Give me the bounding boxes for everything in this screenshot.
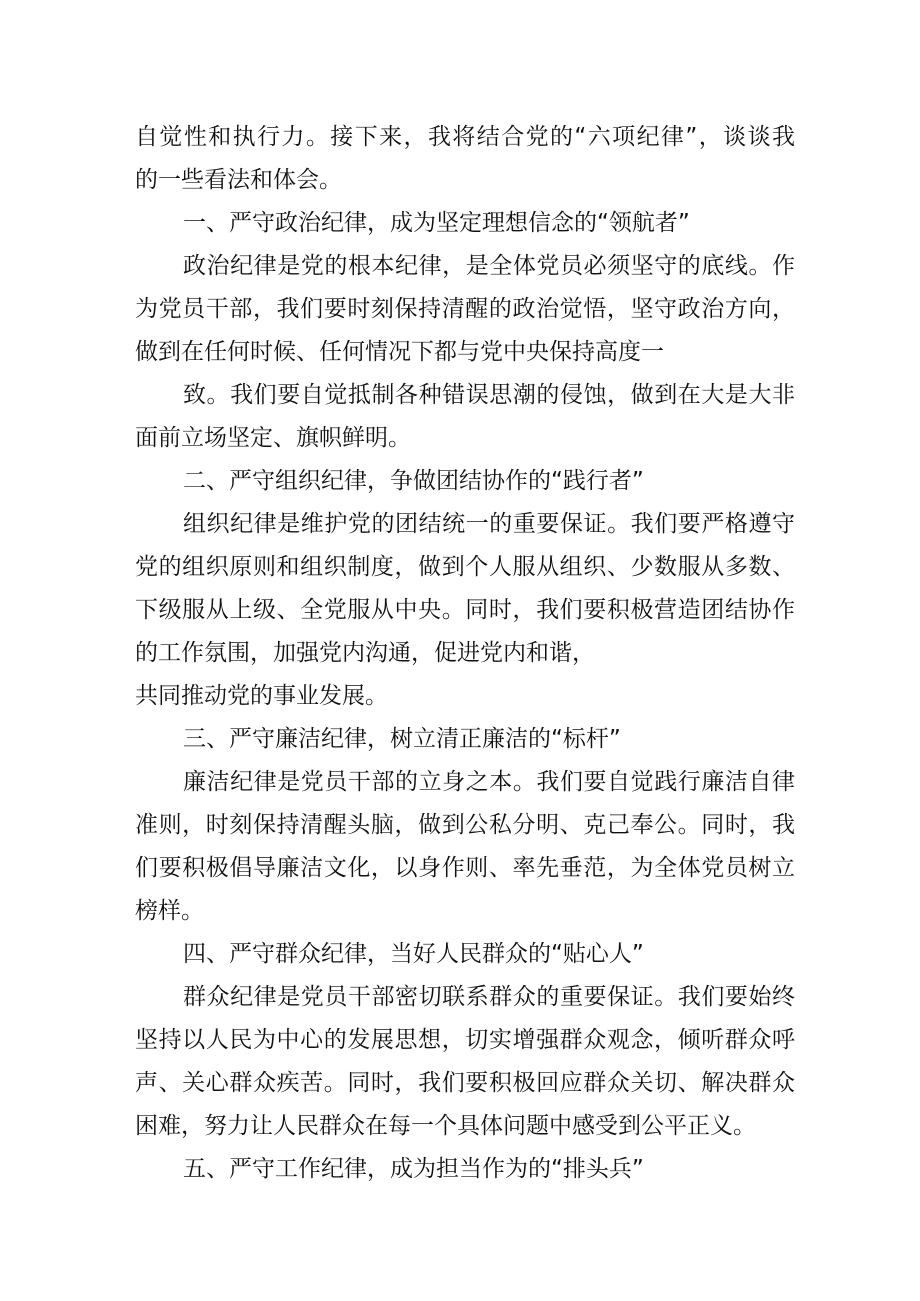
paragraph-line: 为党员干部，我们要时刻保持清醒的政治觉悟，坚守政治方向， — [135, 296, 795, 322]
section-heading-3: 三、严守廉洁纪律，树立清正廉洁的“标杆” — [183, 726, 621, 752]
paragraph-line: 共同推动党的事业发展。 — [135, 683, 388, 709]
paragraph-line: 群众纪律是党员干部密切联系群众的重要保证。我们要始终 — [183, 984, 795, 1010]
section-heading-1: 一、严守政治纪律，成为坚定理想信念的“领航者” — [183, 210, 690, 236]
paragraph-line: 做到在任何时候、任何情况下都与党中央保持高度一 — [135, 339, 664, 365]
paragraph-line: 党的组织原则和组织制度，做到个人服从组织、少数服从多数、 — [135, 554, 795, 580]
paragraph-line: 的一些看法和体会。 — [135, 167, 342, 193]
paragraph-line: 坚持以人民为中心的发展思想，切实增强群众观念，倾听群众呼 — [135, 1027, 795, 1053]
section-heading-2: 二、严守组织纪律，争做团结协作的“践行者” — [183, 468, 644, 494]
paragraph-line: 准则，时刻保持清醒头脑，做到公私分明、克己奉公。同时，我 — [135, 812, 795, 838]
paragraph-line: 的工作氛围，加强党内沟通，促进党内和谐， — [135, 640, 595, 666]
paragraph-line: 困难，努力让人民群众在每一个具体问题中感受到公平正义。 — [135, 1113, 756, 1139]
paragraph-line: 政治纪律是党的根本纪律，是全体党员必须坚守的底线。作 — [183, 253, 795, 279]
paragraph-line: 廉洁纪律是党员干部的立身之本。我们要自觉践行廉洁自律 — [183, 769, 795, 795]
paragraph-line: 下级服从上级、全党服从中央。同时，我们要积极营造团结协作 — [135, 597, 795, 623]
paragraph-line: 致。我们要自觉抵制各种错误思潮的侵蚀，做到在大是大非 — [183, 382, 795, 408]
paragraph-line: 面前立场坚定、旗帜鲜明。 — [135, 425, 411, 451]
section-heading-5: 五、严守工作纪律，成为担当作为的“排头兵” — [183, 1156, 644, 1182]
paragraph-line: 自觉性和执行力。接下来，我将结合党的“六项纪律”，谈谈我 — [135, 124, 795, 150]
paragraph-line: 组织纪律是维护党的团结统一的重要保证。我们要严格遵守 — [183, 511, 795, 537]
paragraph-line: 们要积极倡导廉洁文化，以身作则、率先垂范，为全体党员树立 — [135, 855, 795, 881]
paragraph-line: 声、关心群众疾苦。同时，我们要积极回应群众关切、解决群众 — [135, 1070, 795, 1096]
section-heading-4: 四、严守群众纪律，当好人民群众的“贴心人” — [183, 941, 644, 967]
paragraph-line: 榜样。 — [135, 898, 204, 924]
